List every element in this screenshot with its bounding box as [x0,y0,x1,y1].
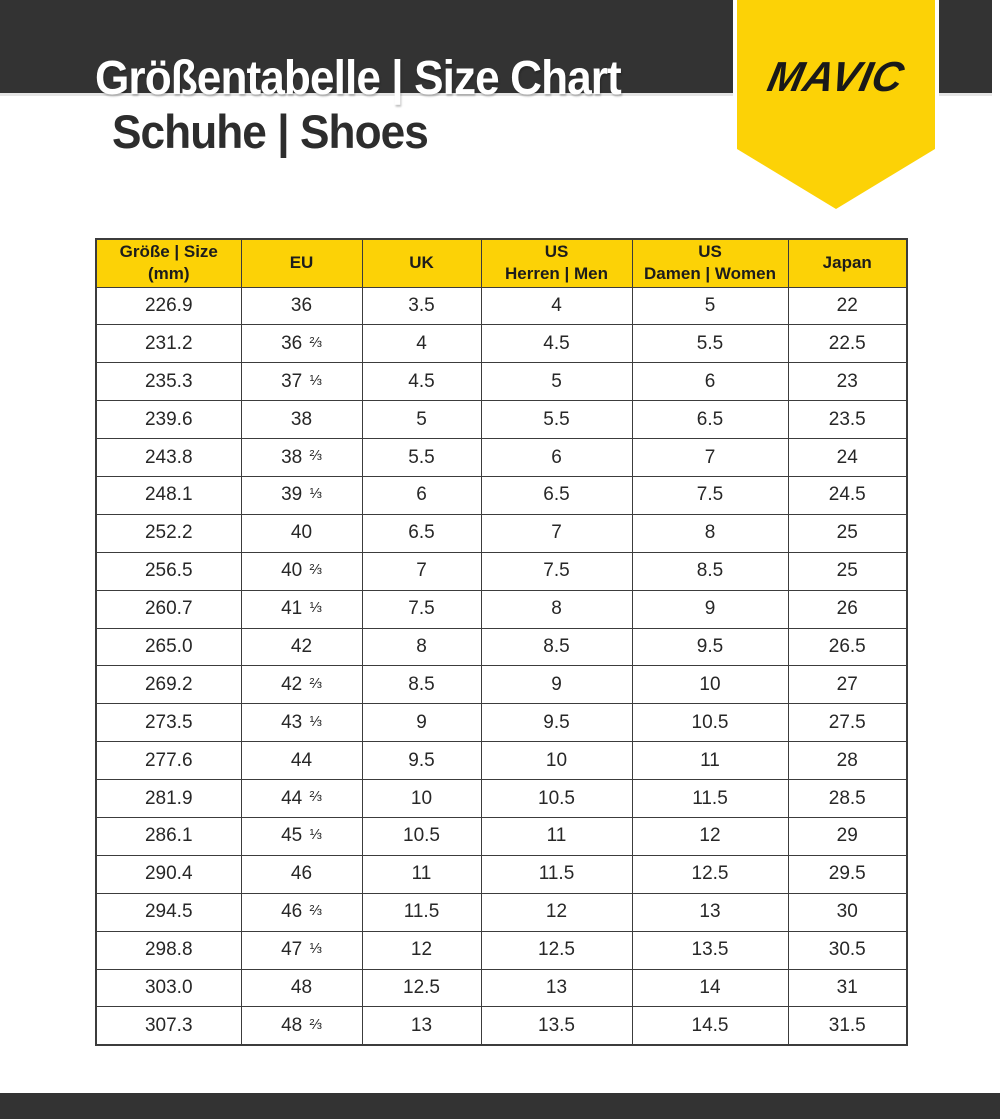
table-cell: 7.5 [632,476,788,514]
table-cell: 7 [481,514,632,552]
table-row [96,325,907,363]
table-cell: 45 ⅓ [241,817,362,855]
table-cell: 8.5 [632,552,788,590]
table-cell: 252.2 [96,514,241,552]
table-cell: 40 [241,514,362,552]
column-header: US Damen | Women [632,239,788,287]
table-cell: 277.6 [96,742,241,780]
table-cell: 48 ⅔ [241,1007,362,1045]
table-row [96,514,907,552]
table-cell: 281.9 [96,780,241,818]
table-cell: 226.9 [96,287,241,325]
table-cell: 6.5 [632,401,788,439]
table-cell: 5 [481,363,632,401]
table-cell: 13.5 [632,931,788,969]
table-cell: 9 [632,590,788,628]
table-row [96,439,907,477]
table-cell: 7 [362,552,481,590]
table-cell: 231.2 [96,325,241,363]
table-cell: 307.3 [96,1007,241,1045]
table-cell: 39 ⅓ [241,476,362,514]
ribbon-pennant [737,0,935,209]
table-cell: 9.5 [632,628,788,666]
table-cell: 269.2 [96,666,241,704]
table-cell: 7 [632,439,788,477]
table-cell: 243.8 [96,439,241,477]
table-cell: 28 [788,742,907,780]
table-cell: 6 [632,363,788,401]
table-cell: 303.0 [96,969,241,1007]
table-cell: 22.5 [788,325,907,363]
table-cell: 26.5 [788,628,907,666]
table-cell: 239.6 [96,401,241,439]
table-cell: 248.1 [96,476,241,514]
table-cell: 46 [241,855,362,893]
table-cell: 256.5 [96,552,241,590]
table-cell: 260.7 [96,590,241,628]
table-cell: 48 [241,969,362,1007]
table-cell: 27 [788,666,907,704]
table-cell: 9 [362,704,481,742]
table-cell: 9.5 [481,704,632,742]
table-cell: 8.5 [362,666,481,704]
table-cell: 8 [481,590,632,628]
table-cell: 9.5 [362,742,481,780]
table-row [96,931,907,969]
table-row [96,401,907,439]
table-cell: 42 ⅔ [241,666,362,704]
header-row [96,239,907,287]
table-cell: 41 ⅓ [241,590,362,628]
table-cell: 4 [362,325,481,363]
footer-bar [0,1093,1000,1119]
table-cell: 13.5 [481,1007,632,1045]
table-cell: 10 [362,780,481,818]
table-cell: 5.5 [632,325,788,363]
table-cell: 42 [241,628,362,666]
table-cell: 5 [362,401,481,439]
table-cell: 8 [362,628,481,666]
table-row [96,780,907,818]
table-cell: 26 [788,590,907,628]
table-cell: 235.3 [96,363,241,401]
table-cell: 298.8 [96,931,241,969]
table-cell: 6.5 [481,476,632,514]
table-cell: 11 [362,855,481,893]
table-cell: 11 [632,742,788,780]
table-cell: 10.5 [481,780,632,818]
table-cell: 290.4 [96,855,241,893]
table-row [96,855,907,893]
table-cell: 6 [362,476,481,514]
table-cell: 294.5 [96,893,241,931]
table-cell: 23 [788,363,907,401]
table-row [96,742,907,780]
table-row [96,817,907,855]
table-cell: 10.5 [362,817,481,855]
table-cell: 7.5 [481,552,632,590]
table-row [96,552,907,590]
table-cell: 10 [632,666,788,704]
table-cell: 8.5 [481,628,632,666]
table-cell: 13 [481,969,632,1007]
table-cell: 38 [241,401,362,439]
table-cell: 47 ⅓ [241,931,362,969]
table-row [96,969,907,1007]
column-header: Japan [788,239,907,287]
table-cell: 4 [481,287,632,325]
table-cell: 40 ⅔ [241,552,362,590]
table-cell: 12 [481,893,632,931]
page-title: Größentabelle | Size Chart [95,52,621,105]
column-header: UK [362,239,481,287]
table-cell: 265.0 [96,628,241,666]
table-cell: 11.5 [481,855,632,893]
table-cell: 30.5 [788,931,907,969]
table-cell: 5 [632,287,788,325]
table-row [96,590,907,628]
size-table-header [96,239,907,287]
table-cell: 24 [788,439,907,477]
table-cell: 43 ⅓ [241,704,362,742]
table-cell: 9 [481,666,632,704]
table-cell: 286.1 [96,817,241,855]
table-cell: 273.5 [96,704,241,742]
table-cell: 24.5 [788,476,907,514]
table-cell: 12 [362,931,481,969]
table-cell: 7.5 [362,590,481,628]
table-cell: 3.5 [362,287,481,325]
table-cell: 44 ⅔ [241,780,362,818]
table-cell: 36 ⅔ [241,325,362,363]
table-cell: 5.5 [481,401,632,439]
table-row [96,1007,907,1045]
table-cell: 31.5 [788,1007,907,1045]
table-cell: 23.5 [788,401,907,439]
table-row [96,287,907,325]
table-cell: 38 ⅔ [241,439,362,477]
table-cell: 4.5 [362,363,481,401]
table-cell: 6 [481,439,632,477]
column-header: US Herren | Men [481,239,632,287]
table-cell: 31 [788,969,907,1007]
table-cell: 29 [788,817,907,855]
table-cell: 11 [481,817,632,855]
table-cell: 37 ⅓ [241,363,362,401]
table-cell: 13 [362,1007,481,1045]
table-cell: 14 [632,969,788,1007]
table-cell: 6.5 [362,514,481,552]
brand-logo: MAVIC [763,53,909,100]
table-cell: 14.5 [632,1007,788,1045]
table-cell: 25 [788,552,907,590]
table-row [96,363,907,401]
table-cell: 5.5 [362,439,481,477]
table-cell: 27.5 [788,704,907,742]
table-cell: 44 [241,742,362,780]
table-row [96,628,907,666]
table-cell: 36 [241,287,362,325]
table-cell: 10 [481,742,632,780]
table-cell: 22 [788,287,907,325]
table-row [96,893,907,931]
table-cell: 12.5 [481,931,632,969]
table-row [96,704,907,742]
table-cell: 12 [632,817,788,855]
table-cell: 13 [632,893,788,931]
page-subtitle: Schuhe | Shoes [112,105,428,158]
table-cell: 25 [788,514,907,552]
table-cell: 11.5 [362,893,481,931]
table-cell: 4.5 [481,325,632,363]
table-row [96,666,907,704]
table-cell: 29.5 [788,855,907,893]
column-header: Größe | Size (mm) [96,239,241,287]
column-header: EU [241,239,362,287]
table-cell: 8 [632,514,788,552]
table-row [96,476,907,514]
table-cell: 11.5 [632,780,788,818]
table-cell: 28.5 [788,780,907,818]
table-cell: 12.5 [362,969,481,1007]
size-table-body [96,287,907,1045]
size-table [95,238,908,1046]
table-cell: 12.5 [632,855,788,893]
table-cell: 46 ⅔ [241,893,362,931]
table-cell: 30 [788,893,907,931]
table-cell: 10.5 [632,704,788,742]
